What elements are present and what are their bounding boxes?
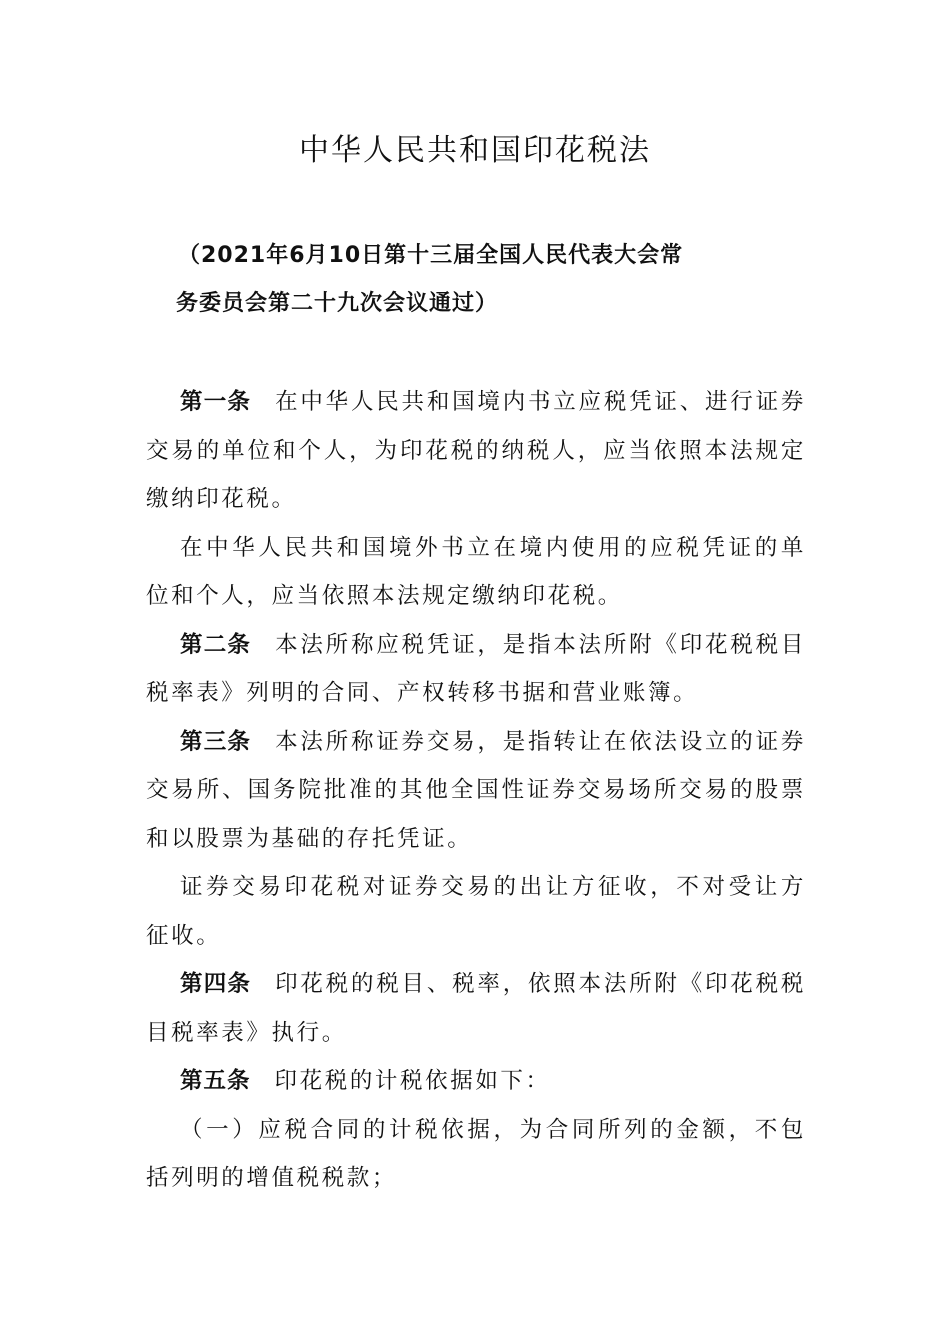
article-1-paragraph-2 bbox=[146, 524, 806, 621]
article-5-paragraph-2 bbox=[146, 1106, 806, 1203]
article-5-text-1: 印花税的计税依据如下： bbox=[274, 1068, 551, 1094]
article-3-text-2: 证券交易印花税对证券交易的出让方征收，不对受让方征收。 bbox=[146, 874, 806, 949]
article-3-paragraph-1 bbox=[146, 718, 806, 864]
article-4-paragraph-1 bbox=[146, 960, 806, 1057]
article-2-heading: 第二条 bbox=[180, 631, 252, 658]
adoption-note bbox=[178, 232, 818, 328]
article-1-text-2: 在中华人民共和国境外书立在境内使用的应税凭证的单位和个人，应当依照本法规定缴纳印花税。 bbox=[146, 534, 806, 609]
article-4-heading: 第四条 bbox=[180, 971, 252, 997]
article-1-paragraph-1 bbox=[146, 378, 806, 524]
article-2-text-1: 本法所称应税凭证，是指本法所附《印花税税目税率表》列明的合同、产权转移书据和营业账簿。 bbox=[146, 631, 806, 706]
article-5-text-2: （一）应税合同的计税依据，为合同所列的金额，不包括列明的增值税税款； bbox=[146, 1116, 806, 1191]
article-3-heading: 第三条 bbox=[180, 728, 252, 755]
adoption-note-line-2: 务委员会第二十九次会议通过） bbox=[176, 291, 499, 316]
article-3-paragraph-2 bbox=[146, 863, 806, 960]
document-body bbox=[146, 378, 806, 1203]
article-1-heading: 第一条 bbox=[180, 389, 252, 415]
adoption-note-line-1: （2021年6月10日第十三届全国人民代表大会常 bbox=[178, 243, 684, 268]
article-5-heading: 第五条 bbox=[180, 1068, 251, 1094]
article-3-text-1: 本法所称证券交易，是指转让在依法设立的证券交易所、国务院批准的其他全国性证券交易场所交易的股票和以股票为基础的存托凭证。 bbox=[146, 728, 806, 852]
article-1-text-1: 在中华人民共和国境内书立应税凭证、进行证券交易的单位和个人，为印花税的纳税人，应当依照本法规定缴纳印花税。 bbox=[146, 389, 806, 512]
article-2-paragraph-1 bbox=[146, 621, 806, 718]
article-4-text-1: 印花税的税目、税率，依照本法所附《印花税税目税率表》执行。 bbox=[146, 971, 806, 1046]
article-5-paragraph-1 bbox=[146, 1057, 806, 1106]
document-title: 中华人民共和国印花税法 bbox=[299, 133, 651, 168]
